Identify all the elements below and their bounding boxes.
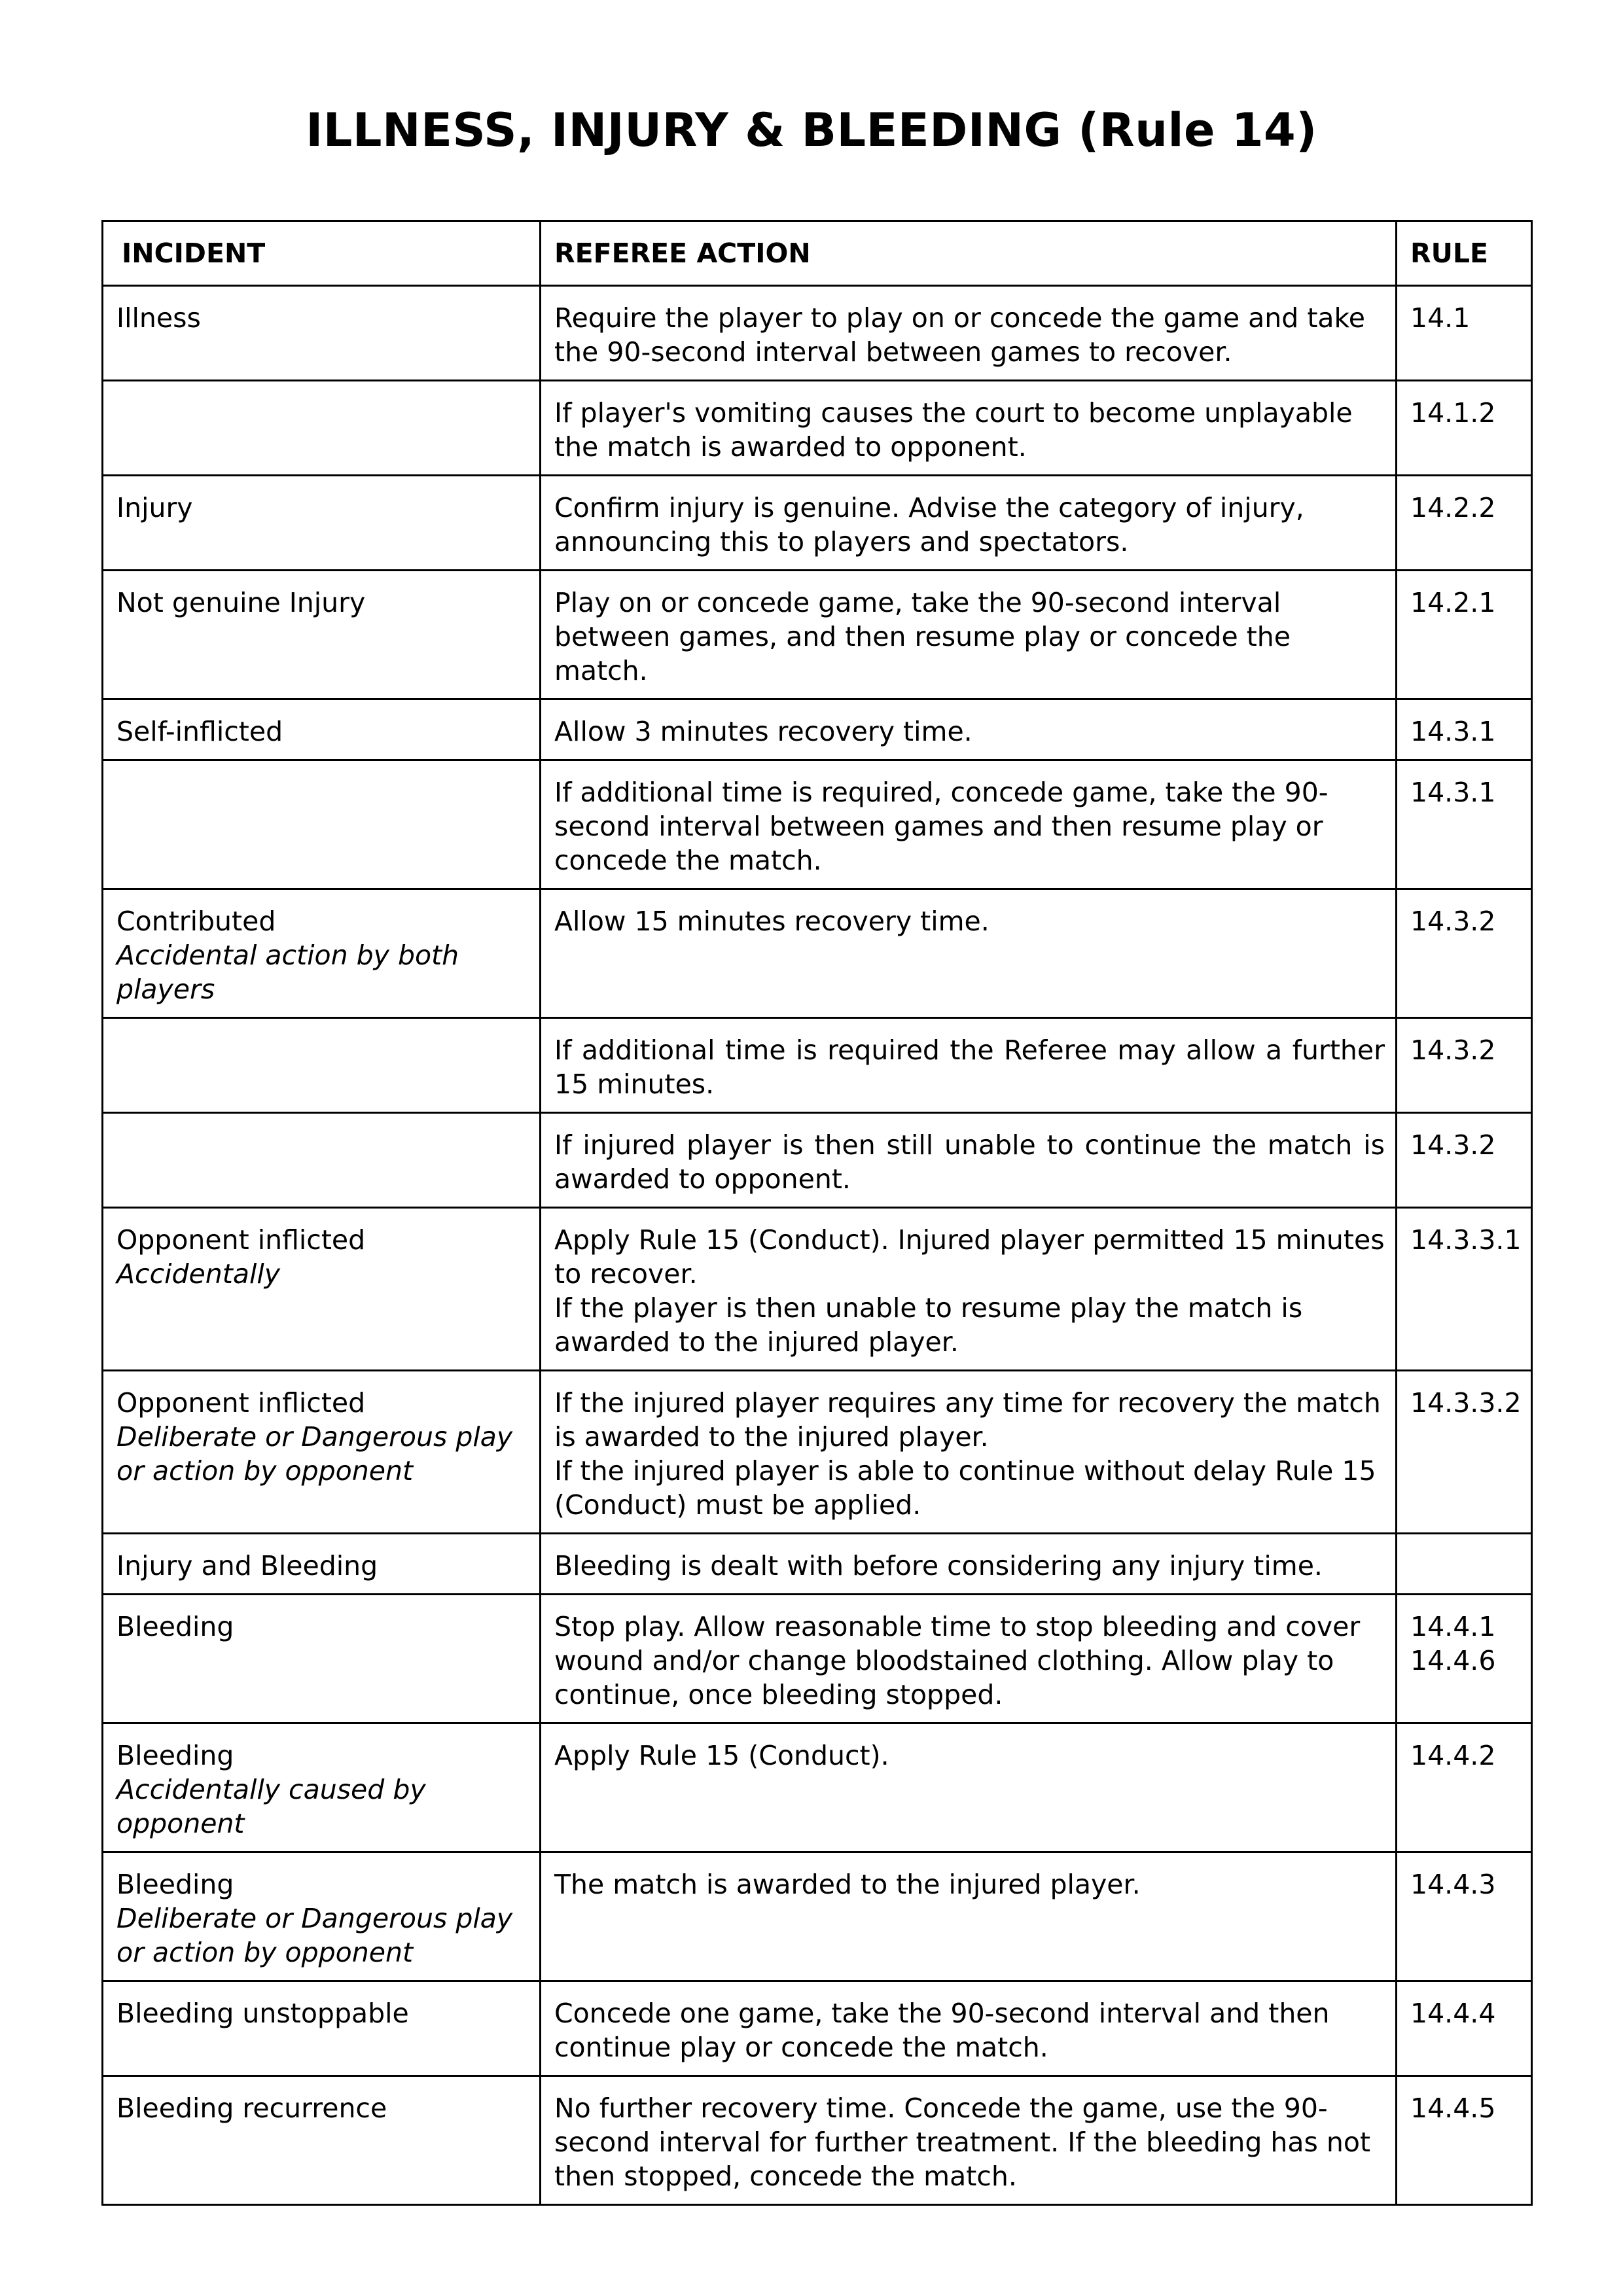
- referee-action-text: Concede one game, take the 90-second interval and then continue play or concede the match.: [554, 1998, 1330, 2063]
- referee-action-cell: [541, 1113, 1397, 1208]
- table-row: [103, 571, 1532, 699]
- incident-cell: [103, 1371, 541, 1534]
- table-row: [103, 1208, 1532, 1371]
- incident-detail: Deliberate or Dangerous play or action by opponent: [116, 1421, 513, 1487]
- rule-cell: [1397, 286, 1532, 381]
- rule-cell: [1397, 1018, 1532, 1113]
- incident-cell: [103, 476, 541, 571]
- rule-cell: [1397, 571, 1532, 699]
- header-referee-action: REFEREE ACTION: [541, 221, 1397, 286]
- rule-number: 14.3.1: [1410, 777, 1496, 808]
- incident-label: Bleeding: [116, 1740, 234, 1771]
- referee-action-cell: [541, 1534, 1397, 1595]
- referee-action-text: If the injured player requires any time for recovery the match is awarded to the injured player.: [554, 1387, 1381, 1453]
- referee-action-cell: [541, 699, 1397, 760]
- incident-cell: [103, 381, 541, 476]
- table-row: [103, 476, 1532, 571]
- referee-action-text: Allow 15 minutes recovery time.: [554, 906, 990, 937]
- referee-action-cell: [541, 1018, 1397, 1113]
- incident-label: Bleeding: [116, 1869, 234, 1900]
- incident-detail: Accidentally caused by opponent: [116, 1774, 426, 1839]
- incident-label: Contributed: [116, 906, 276, 937]
- incident-label: Injury and Bleeding: [116, 1550, 378, 1581]
- table-row: [103, 381, 1532, 476]
- referee-action-cell: [541, 2076, 1397, 2205]
- referee-action-text: Require the player to play on or concede the game and take the 90-second interval between games to recover.: [554, 302, 1366, 368]
- referee-action-cell: [541, 381, 1397, 476]
- incident-label: Not genuine Injury: [116, 587, 366, 618]
- incident-cell: [103, 1852, 541, 1981]
- rule-cell: [1397, 1595, 1532, 1723]
- rule-cell: [1397, 1723, 1532, 1852]
- incident-label: Injury: [116, 492, 193, 523]
- table-row: [103, 2076, 1532, 2205]
- rule-number: 14.1: [1410, 302, 1471, 334]
- referee-action-cell: [541, 889, 1397, 1018]
- rule-number: 14.4.6: [1410, 1645, 1496, 1676]
- referee-action-cell: [541, 760, 1397, 889]
- table-row: [103, 1113, 1532, 1208]
- incident-cell: [103, 1981, 541, 2076]
- rule-number: 14.4.3: [1410, 1869, 1496, 1900]
- rule-number: 14.4.5: [1410, 2093, 1496, 2124]
- referee-action-cell: [541, 1595, 1397, 1723]
- table-header-row: [103, 221, 1532, 286]
- rule-cell: [1397, 889, 1532, 1018]
- rule-cell: [1397, 1534, 1532, 1595]
- incident-label: Bleeding recurrence: [116, 2093, 387, 2124]
- incident-cell: [103, 1018, 541, 1113]
- incident-cell: [103, 1534, 541, 1595]
- referee-action-text: If the player is then unable to resume play the match is awarded to the injured player.: [554, 1292, 1303, 1358]
- table-row: [103, 1534, 1532, 1595]
- incident-cell: [103, 571, 541, 699]
- referee-action-text: If player's vomiting causes the court to become unplayable the match is awarded to opponent.: [554, 397, 1353, 463]
- rule-number: 14.4.2: [1410, 1740, 1496, 1771]
- rule-number: 14.2.1: [1410, 587, 1496, 618]
- incident-cell: [103, 760, 541, 889]
- referee-action-cell: [541, 476, 1397, 571]
- referee-action-cell: [541, 571, 1397, 699]
- referee-action-text: Play on or concede game, take the 90-second interval between games, and then resume play or concede the match.: [554, 587, 1291, 686]
- header-rule: RULE: [1397, 221, 1532, 286]
- rule-number: 14.3.1: [1410, 716, 1496, 747]
- incident-detail: Accidental action by both players: [116, 940, 459, 1005]
- incident-cell: [103, 286, 541, 381]
- rule-cell: [1397, 476, 1532, 571]
- referee-action-text: The match is awarded to the injured player.: [554, 1869, 1141, 1900]
- rule-cell: [1397, 1113, 1532, 1208]
- incident-cell: [103, 2076, 541, 2205]
- rule-number: 14.4.4: [1410, 1998, 1496, 2029]
- table-body: [103, 286, 1532, 2205]
- incident-detail: Deliberate or Dangerous play or action by opponent: [116, 1903, 513, 1968]
- rule-cell: [1397, 1371, 1532, 1534]
- table-row: [103, 1981, 1532, 2076]
- referee-action-text: Apply Rule 15 (Conduct). Injured player permitted 15 minutes to recover.: [554, 1224, 1385, 1290]
- incident-cell: [103, 699, 541, 760]
- rule-cell: [1397, 1852, 1532, 1981]
- table-row: [103, 760, 1532, 889]
- rule-cell: [1397, 2076, 1532, 2205]
- referee-action-text: Confirm injury is genuine. Advise the category of injury, announcing this to players and spectators.: [554, 492, 1304, 557]
- page-title: ILLNESS, INJURY & BLEEDING (Rule 14): [306, 103, 1317, 157]
- incident-cell: [103, 1595, 541, 1723]
- incident-cell: [103, 1723, 541, 1852]
- rules-table: [101, 220, 1533, 2206]
- referee-action-text: Bleeding is dealt with before considering any injury time.: [554, 1550, 1323, 1581]
- table-row: [103, 1371, 1532, 1534]
- incident-cell: [103, 1113, 541, 1208]
- referee-action-text: Apply Rule 15 (Conduct).: [554, 1740, 889, 1771]
- rule-cell: [1397, 699, 1532, 760]
- incident-label: Illness: [116, 302, 201, 334]
- table-row: [103, 1595, 1532, 1723]
- incident-cell: [103, 889, 541, 1018]
- incident-detail: Accidentally: [116, 1258, 281, 1290]
- rule-cell: [1397, 381, 1532, 476]
- incident-label: Opponent inflicted: [116, 1224, 366, 1256]
- rule-number: 14.3.2: [1410, 1129, 1496, 1161]
- referee-action-text: If additional time is required, concede game, take the 90-second interval between games and then resume play or concede the match.: [554, 777, 1329, 876]
- referee-action-cell: [541, 1723, 1397, 1852]
- referee-action-text: If additional time is required the Referee may allow a further 15 minutes.: [554, 1034, 1385, 1100]
- incident-label: Opponent inflicted: [116, 1387, 366, 1419]
- table-row: [103, 1852, 1532, 1981]
- referee-action-cell: [541, 286, 1397, 381]
- referee-action-text: If injured player is then still unable to continue the match is awarded to opponent.: [554, 1129, 1385, 1195]
- rule-number: 14.4.1: [1410, 1611, 1496, 1642]
- table-row: [103, 889, 1532, 1018]
- referee-action-cell: [541, 1981, 1397, 2076]
- rule-number: 14.3.2: [1410, 1034, 1496, 1066]
- referee-action-cell: [541, 1852, 1397, 1981]
- rule-cell: [1397, 1208, 1532, 1371]
- rule-number: 14.1.2: [1410, 397, 1496, 429]
- table-row: [103, 1723, 1532, 1852]
- rule-number: 14.2.2: [1410, 492, 1496, 523]
- referee-action-cell: [541, 1208, 1397, 1371]
- incident-cell: [103, 1208, 541, 1371]
- incident-label: Self-inflicted: [116, 716, 283, 747]
- referee-action-text: Stop play. Allow reasonable time to stop bleeding and cover wound and/or change bloodstained clothing. Allow play to continue, once bleeding stopped.: [554, 1611, 1361, 1710]
- referee-action-text: Allow 3 minutes recovery time.: [554, 716, 972, 747]
- table-row: [103, 1018, 1532, 1113]
- incident-label: Bleeding: [116, 1611, 234, 1642]
- rule-number: 14.3.2: [1410, 906, 1496, 937]
- referee-action-cell: [541, 1371, 1397, 1534]
- rule-cell: [1397, 1981, 1532, 2076]
- incident-label: Bleeding unstoppable: [116, 1998, 409, 2029]
- rule-number: 14.3.3.2: [1410, 1387, 1522, 1419]
- referee-action-text: No further recovery time. Concede the game, use the 90-second interval for further treatment. If the bleeding has not then stopped, concede the match.: [554, 2093, 1371, 2192]
- table-row: [103, 699, 1532, 760]
- referee-action-text: If the injured player is able to continue without delay Rule 15 (Conduct) must be applied.: [554, 1455, 1376, 1521]
- header-incident: INCIDENT: [103, 221, 541, 286]
- rule-cell: [1397, 760, 1532, 889]
- rule-number: 14.3.3.1: [1410, 1224, 1522, 1256]
- table-row: [103, 286, 1532, 381]
